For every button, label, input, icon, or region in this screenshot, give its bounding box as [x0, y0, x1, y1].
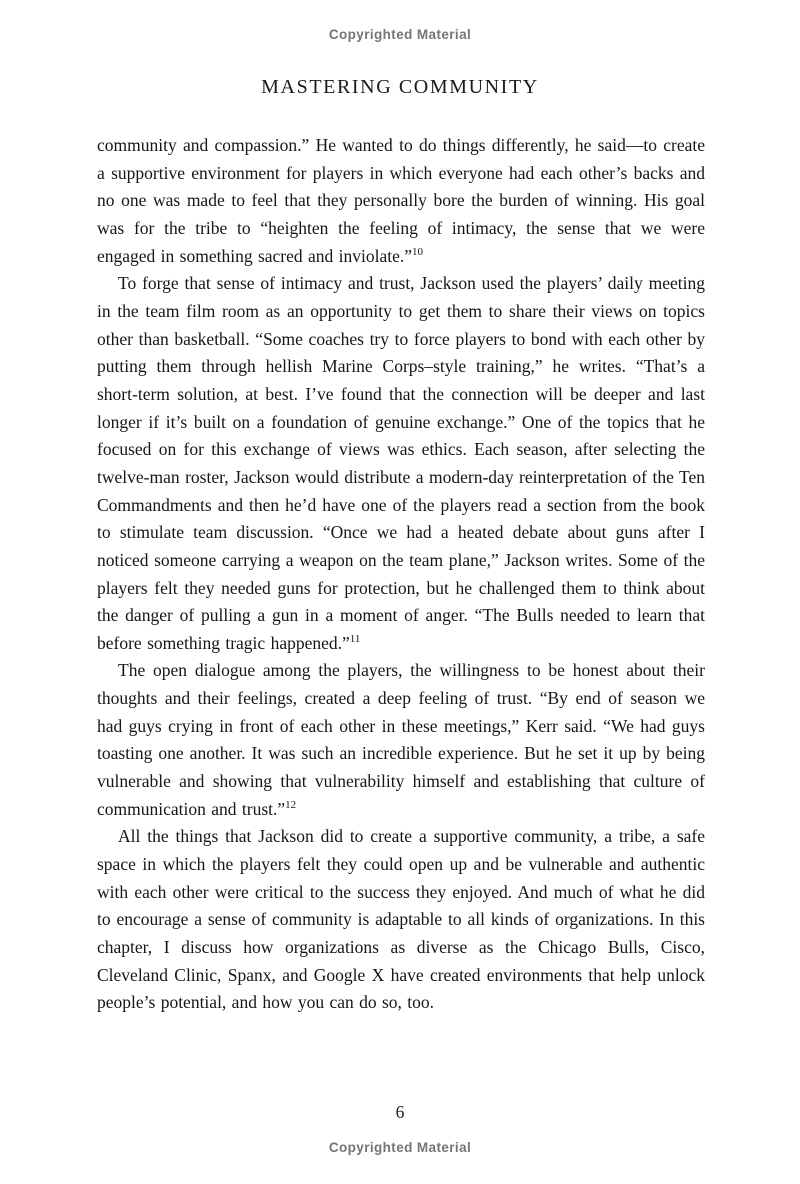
- page-number: 6: [395, 1102, 405, 1122]
- copyright-notice-bottom: Copyrighted Material: [328, 1140, 472, 1155]
- footnote-reference: 12: [285, 799, 297, 812]
- paragraph: community and compassion.” He wanted to do things differently, he said—to create a supportive environment for players in which everyone had each other’s backs and no one was made to feel that they personally bore the burden of winning. His goal was for the tribe to “heighten the feeling of intimacy, the sense that we were engaged in something sacred and inviolate.”$^{10}$: [97, 135, 705, 266]
- footnote-reference: 11: [349, 633, 361, 646]
- paragraph: All the things that Jackson did to create a supportive community, a tribe, a safe space in which the players felt they could open up and be vulnerable and authentic with each other were critical to the success they enjoyed. And much of what he did to encourage a sense of community is adaptable to all kinds of organizations. In this chapter, I discuss how organizations as diverse as the Chicago Bulls, Cisco, Cleveland Clinic, Spanx, and Google X have created environments that help unlock people’s potential, and how you can do so, too.: [97, 826, 705, 1013]
- footnote-reference: 10: [412, 246, 424, 259]
- running-header: MASTERING COMMUNITY: [261, 76, 539, 98]
- paragraph: The open dialogue among the players, the willingness to be honest about their thoughts and their feelings, created a deep feeling of trust. “By end of season we had guys crying in front of each other in these meetings,” Kerr said. “We had guys toasting one another. It was such an incredible experience. But he set it up by being vulnerable and showing that vulnerability himself and establishing that culture of communication and trust.”$^{12}$: [97, 660, 705, 819]
- paragraph: To forge that sense of intimacy and trust, Jackson used the players’ daily meeting in the team film room as an opportunity to get them to share their views on topics other than basketball. “Some coaches try to force players to bond with each other by putting them through hellish Marine Corps–style training,” he writes. “That’s a short-term solution, at best. I’ve found that the connection will be deeper and last longer if it’s built on a foundation of genuine exchange.” One of the topics that he focused on for this exchange of views was ethics. Each season, after selecting the twelve-man roster, Jackson would distribute a modern-day reinterpretation of the Ten Commandments and then he’d have one of the players read a section from the book to stimulate team discussion. “Once we had a heated debate about guns after I noticed someone carrying a weapon on the team plane,” Jackson writes. Some of the players felt they needed guns for protection, but he challenged them to think about the danger of pulling a gun in a moment of anger. “The Bulls needed to learn that before something tragic happened.”$^{11}$: [97, 273, 705, 653]
- text-body: [97, 132, 705, 1017]
- copyright-notice-top: Copyrighted Material: [328, 27, 472, 42]
